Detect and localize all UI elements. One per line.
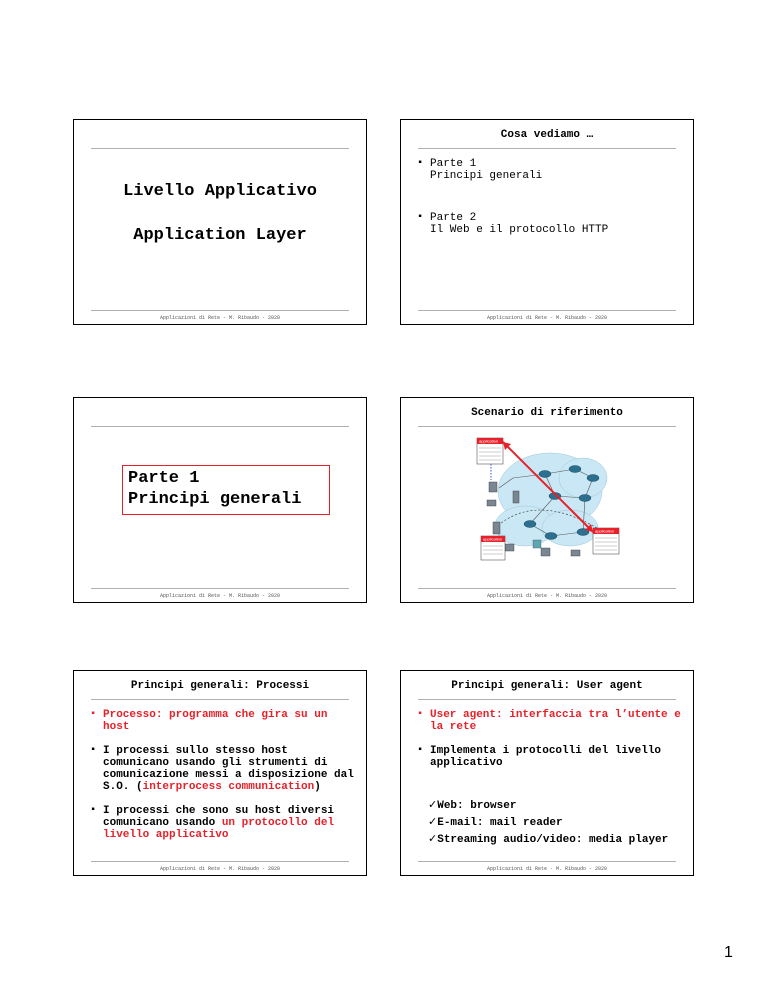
slide-title: Scenario di riferimento <box>471 407 623 419</box>
checkmark-icon: ✓ <box>428 815 438 828</box>
divider <box>418 310 676 311</box>
list-item <box>90 709 354 733</box>
check-item <box>428 831 668 848</box>
term: un protocollo del livello applicativo <box>103 817 335 841</box>
page-number: 1 <box>724 944 733 961</box>
slide-user-agent <box>400 670 694 876</box>
check-item <box>428 814 668 831</box>
slide-livello-applicativo <box>73 119 367 325</box>
check-text: E-mail: mail reader <box>437 817 563 829</box>
slide-title-it: Livello Applicativo <box>123 182 317 201</box>
slide-footer: Applicazioni di Rete - M. Ribaudo - 2020 <box>486 866 608 872</box>
slide-title-en: Application Layer <box>133 226 307 245</box>
slide-title: Cosa vediamo … <box>500 129 594 141</box>
item-line: Parte 1 <box>430 158 477 170</box>
item-line: Principi generali <box>430 170 543 182</box>
list-item <box>417 745 681 769</box>
app-stack-bottom <box>481 536 505 560</box>
list-item <box>90 745 354 793</box>
divider <box>91 426 349 427</box>
svg-text:application: application <box>595 528 615 534</box>
app-stack-right <box>593 528 619 554</box>
list-item <box>417 212 681 236</box>
divider <box>418 148 676 149</box>
slide-footer: Applicazioni di Rete - M. Ribaudo - 2020 <box>486 593 608 599</box>
divider <box>418 699 676 700</box>
slide-footer: Applicazioni di Rete - M. Ribaudo - 2020 <box>159 315 281 321</box>
term: Processo <box>103 709 156 721</box>
list-item <box>417 709 681 733</box>
slide-title: Principi generali: User agent <box>451 680 643 692</box>
check-text: Streaming audio/video: media player <box>437 834 669 846</box>
divider <box>91 310 349 311</box>
list-item <box>417 158 681 182</box>
check-list <box>428 797 668 848</box>
svg-text:application: application <box>479 438 499 444</box>
bullet-list <box>90 709 354 841</box>
slide-processi <box>73 670 367 876</box>
item-text: ) <box>314 781 321 793</box>
list-item <box>90 805 354 841</box>
item-text: interfaccia tra l’utente e la rete <box>430 709 681 733</box>
slide-title: Principi generali: Processi <box>130 680 310 692</box>
item-text: Implementa i protocolli del livello applicativo <box>430 745 662 769</box>
divider <box>91 861 349 862</box>
checkmark-icon: ✓ <box>428 832 438 845</box>
divider <box>418 861 676 862</box>
term: User agent: <box>430 709 503 721</box>
network-diagram <box>475 436 625 576</box>
slide-footer: Applicazioni di Rete - M. Ribaudo - 2020 <box>159 593 281 599</box>
section-heading-box <box>122 465 330 515</box>
slide-footer: Applicazioni di Rete - M. Ribaudo - 2020 <box>159 866 281 872</box>
slide-footer: Applicazioni di Rete - M. Ribaudo - 2020 <box>486 315 608 321</box>
checkmark-icon: ✓ <box>428 798 438 811</box>
bullet-list <box>417 709 681 769</box>
bullet-list <box>417 158 681 236</box>
check-text: Web: browser <box>437 800 517 812</box>
item-text: : programma che gira su un host <box>103 709 328 733</box>
item-line: Il Web e il protocollo HTTP <box>430 224 609 236</box>
divider <box>91 699 349 700</box>
divider <box>418 426 676 427</box>
divider <box>91 148 349 149</box>
slide-cosa-vediamo <box>400 119 694 325</box>
slide-scenario <box>400 397 694 603</box>
svg-text:application: application <box>483 536 503 542</box>
divider <box>418 588 676 589</box>
item-text: I processi sullo stesso host comunicano usando gli strumenti di comunicazione messi a disposizione dal S.O. ( <box>103 745 354 793</box>
app-stack-left <box>477 438 503 464</box>
heading-line: Parte 1 <box>128 469 200 488</box>
term: interprocess communication <box>142 781 315 793</box>
item-text: I processi che sono su host diversi comunicano usando <box>103 805 335 829</box>
divider <box>91 588 349 589</box>
check-item <box>428 797 668 814</box>
slide-parte-1 <box>73 397 367 603</box>
item-line: Parte 2 <box>430 212 477 224</box>
heading-line: Principi generali <box>128 490 302 509</box>
